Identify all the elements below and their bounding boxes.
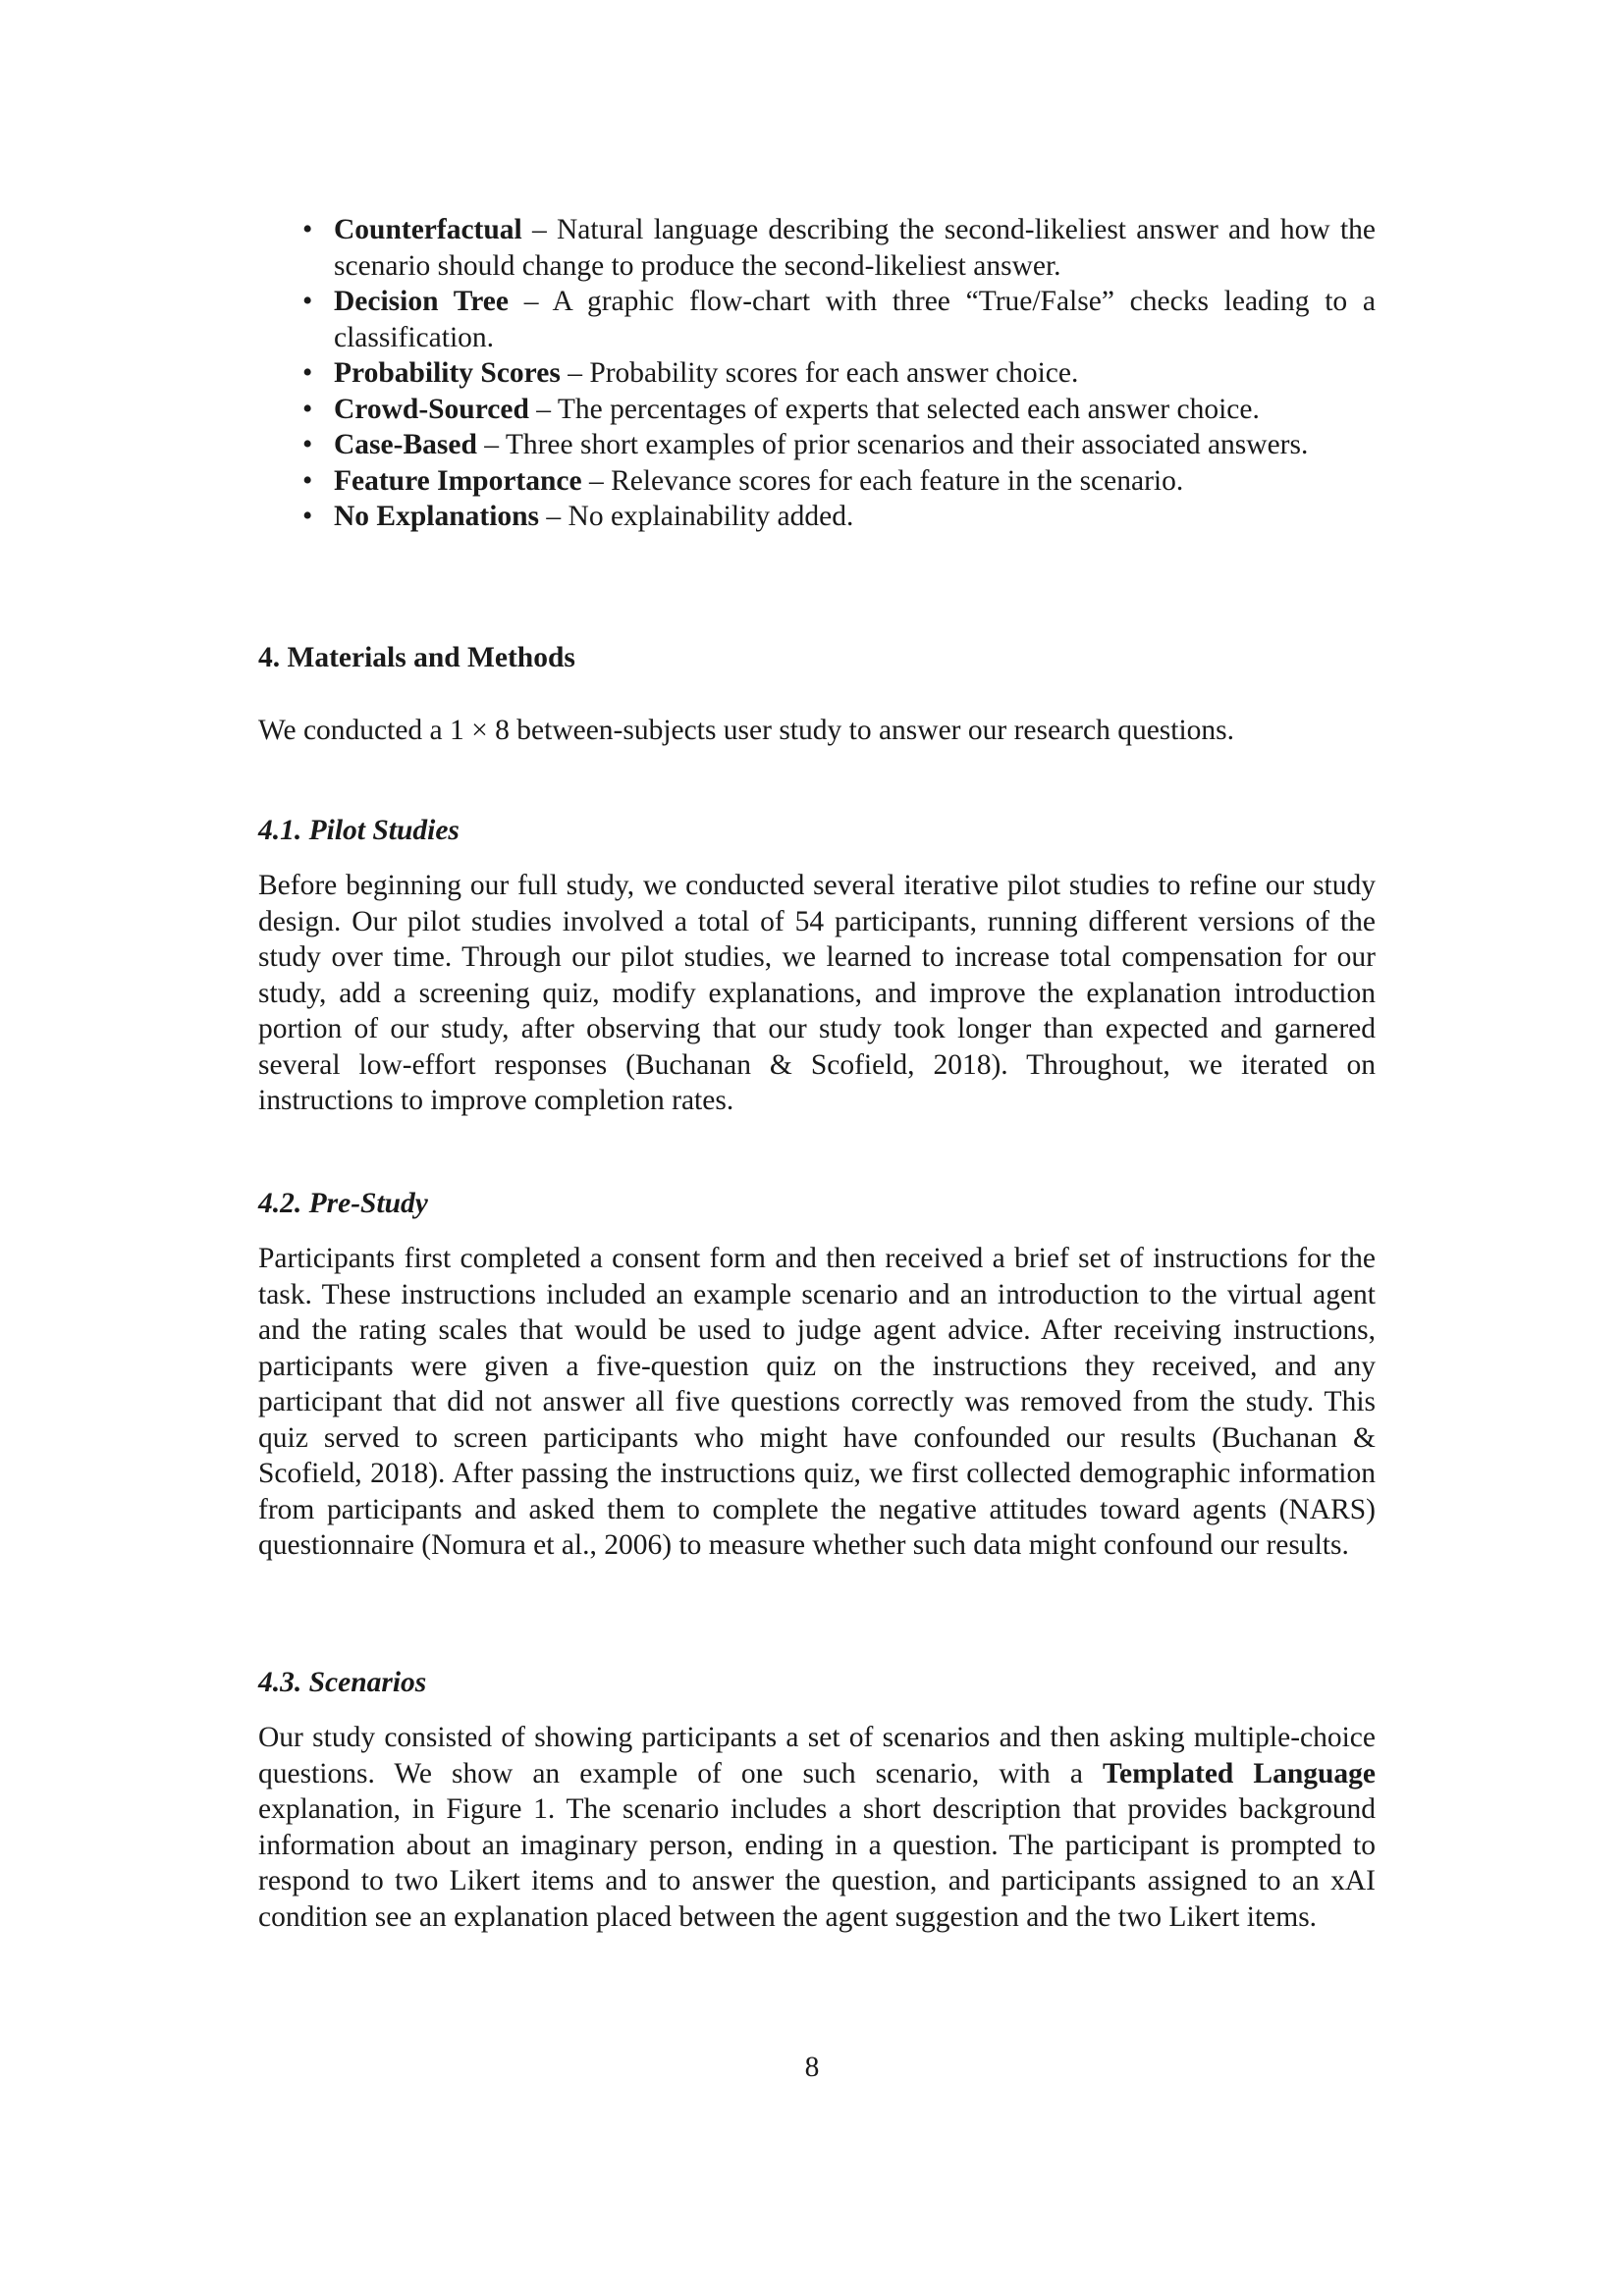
list-item-term: Case-Based	[334, 429, 477, 460]
paragraph-bold-term: Templated Language	[1103, 1757, 1376, 1789]
list-item-text: – The percentages of experts that selected each answer choice.	[528, 393, 1260, 425]
section-intro: We conducted a 1 × 8 between-subjects user study to answer our research questions.	[258, 715, 1235, 746]
list-item-term: Probability Scores	[334, 357, 561, 389]
list-item	[302, 427, 1376, 463]
list-item-text: – Relevance scores for each feature in the scenario.	[581, 464, 1184, 497]
subsection-heading-pre-study: 4.2. Pre-Study	[258, 1188, 428, 1219]
subsection-heading-pilot-studies: 4.1. Pilot Studies	[258, 815, 460, 846]
bullet-icon: •	[302, 393, 313, 425]
page-number: 8	[804, 2052, 820, 2083]
list-item-text: – Natural language describing the second-likeliest answer and how the scenario should change to produce the second-likeliest answer.	[334, 214, 1376, 282]
list-item-term: Feature Importance	[334, 464, 582, 497]
paragraph-text: Our study consisted of showing participants a set of scenarios and then asking multiple-choice questions. We show an example of one such scenario, with a	[258, 1722, 1376, 1789]
bullet-icon: •	[302, 464, 313, 497]
paragraph-scenarios	[258, 1720, 1376, 1935]
list-item-text: – Three short examples of prior scenarios and their associated answers.	[476, 429, 1309, 460]
subsection-heading-scenarios: 4.3. Scenarios	[258, 1667, 427, 1698]
list-item-text: – No explainability added.	[539, 501, 854, 532]
list-item	[302, 463, 1376, 500]
list-item	[302, 392, 1376, 428]
section-heading: 4. Materials and Methods	[258, 642, 575, 673]
paper-page	[258, 212, 1376, 1933]
bullet-icon: •	[302, 501, 313, 532]
paragraph-pilot-studies: Before beginning our full study, we conducted several iterative pilot studies to refine our study design. Our pilot studies involved a total of 54 participants, running different versions of the study over time. Through our pilot studies, we learned to increase total compensation for our study, add a screening quiz, modify explanations, and improve the explanation introduction portion of our study, after observing that our study took longer than expected and garnered several low-effort responses (Buchanan & Scofield, 2018). Throughout, we iterated on instructions to improve completion rates.	[258, 870, 1376, 1116]
list-item	[302, 212, 1376, 284]
bullet-icon: •	[302, 429, 313, 460]
list-item	[302, 284, 1376, 355]
bullet-icon: •	[302, 286, 313, 317]
explanation-type-list	[258, 212, 1376, 535]
list-item-term: No Explanations	[334, 501, 540, 532]
list-item-text: – A graphic flow-chart with three “True/False” checks leading to a classification.	[334, 286, 1376, 353]
list-item-term: Decision Tree	[334, 286, 509, 317]
bullet-icon: •	[302, 357, 313, 389]
paragraph-text: explanation, in Figure 1. The scenario includes a short description that provides background information about an imaginary person, ending in a question. The participant is prompted to respond to two Likert items and to answer the question, and participants assigned to an xAI condition see an explanation placed between the agent suggestion and the two Likert items.	[258, 1793, 1376, 1933]
list-item	[302, 355, 1376, 392]
list-item-term: Counterfactual	[334, 214, 522, 245]
list-item	[302, 499, 1376, 535]
paragraph-pre-study: Participants first completed a consent form and then received a brief set of instructions for the task. These instructions included an example scenario and an introduction to the virtual agent and the rating scales that would be used to judge agent advice. After receiving instructions, participants were given a five-question quiz on the instructions they received, and any participant that did not answer all five questions correctly was removed from the study. This quiz served to screen participants who might have confounded our results (Buchanan & Scofield, 2018). After passing the instructions quiz, we first collected demographic information from participants and asked them to complete the negative attitudes toward agents (NARS) questionnaire (Nomura et al., 2006) to measure whether such data might confound our results.	[258, 1243, 1376, 1561]
list-item-term: Crowd-Sourced	[334, 393, 529, 425]
bullet-icon: •	[302, 214, 313, 245]
list-item-text: – Probability scores for each answer choice.	[560, 357, 1079, 389]
